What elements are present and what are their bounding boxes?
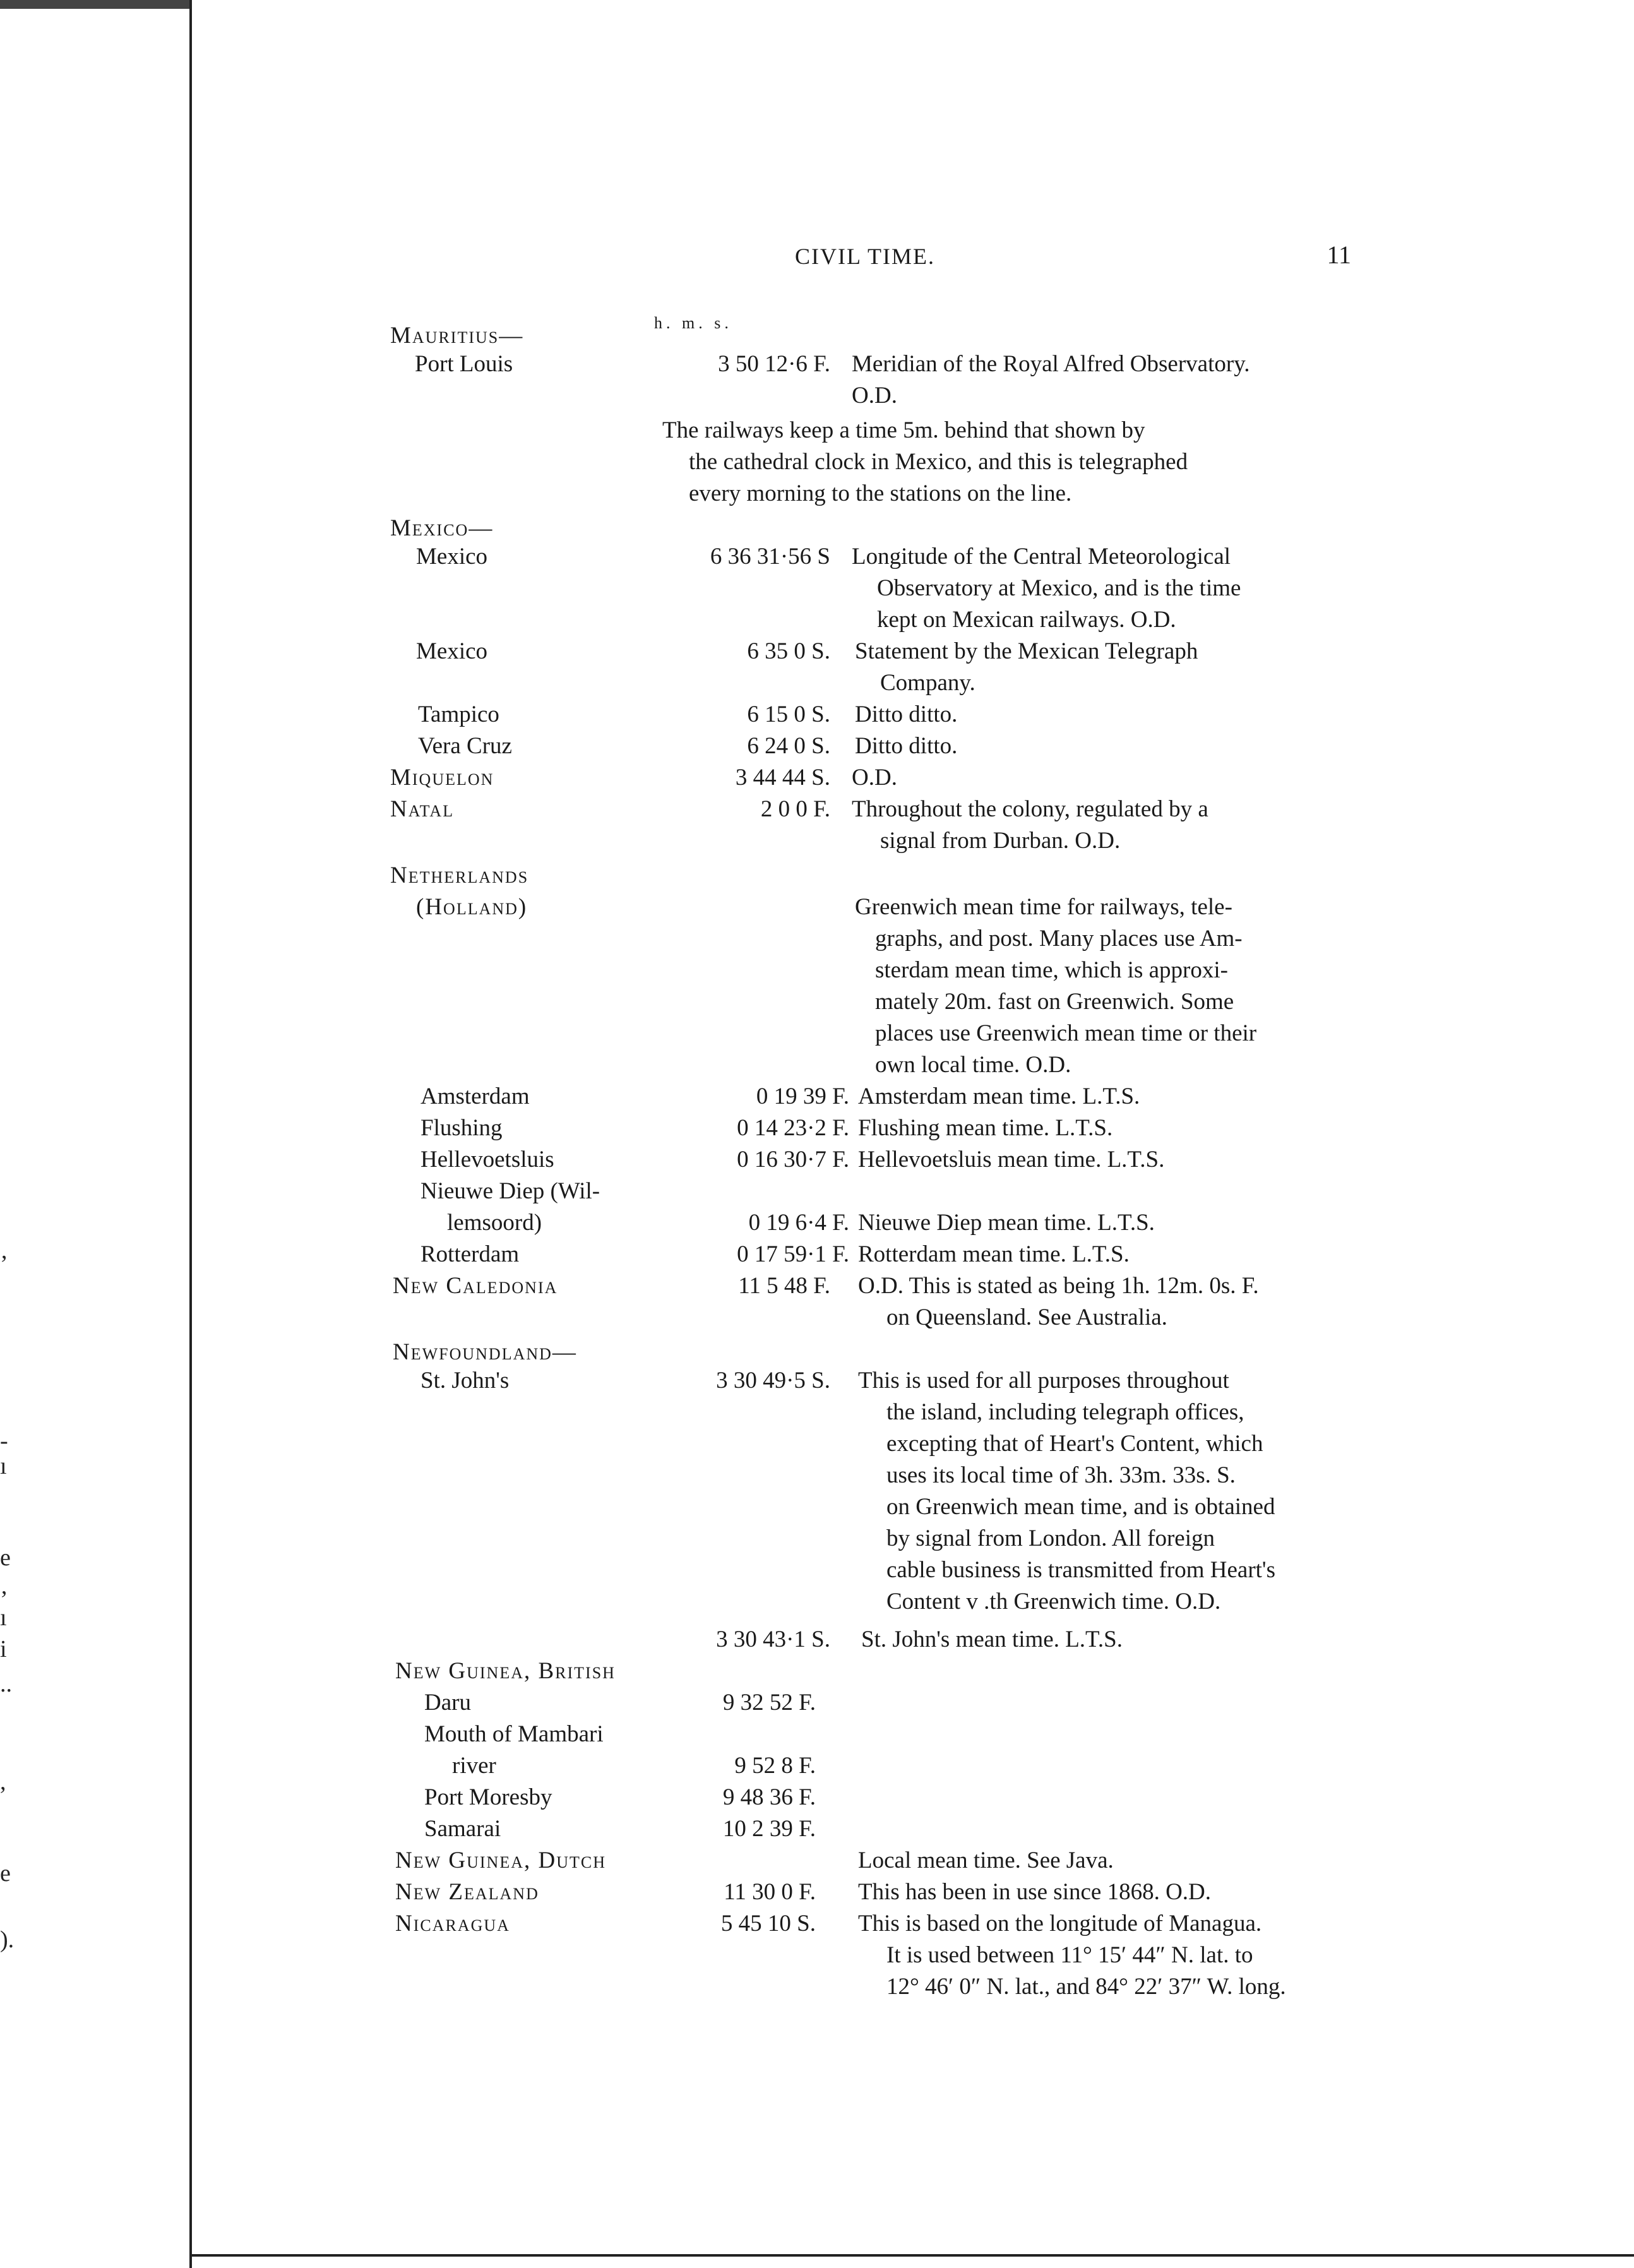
description-line: O.D. This is stated as being 1h. 12m. 0s. F.: [858, 1273, 1259, 1299]
place-name: St. John's: [420, 1368, 510, 1394]
place-name: Nieuwe Diep (Wil-: [420, 1178, 600, 1204]
place-name: Netherlands: [390, 862, 529, 888]
running-title: CIVIL TIME.: [795, 244, 935, 269]
place-name: Nicaragua: [395, 1911, 510, 1937]
place-name: river: [452, 1753, 496, 1779]
time-value: 6 15 0 S.: [747, 701, 830, 727]
place-name: (Holland): [416, 894, 528, 920]
time-value: 0 19 39 F.: [756, 1083, 849, 1109]
description-line: Ditto ditto.: [855, 733, 958, 759]
description-line: signal from Durban. O.D.: [880, 828, 1121, 854]
description-line: Rotterdam mean time. L.T.S.: [858, 1241, 1130, 1267]
place-name: Tampico: [418, 701, 499, 727]
bleed-glyph: ).: [0, 1926, 15, 1953]
description-line: It is used between 11° 15′ 44″ N. lat. to: [886, 1942, 1253, 1968]
description-line: Meridian of the Royal Alfred Observatory.: [852, 351, 1250, 377]
description-line: Content v .th Greenwich time. O.D.: [886, 1589, 1221, 1614]
description-line: Hellevoetsluis mean time. L.T.S.: [858, 1147, 1165, 1173]
gutter-top-mark: [0, 0, 189, 9]
description-line: kept on Mexican railways. O.D.: [877, 607, 1176, 633]
place-name: New Zealand: [395, 1879, 539, 1905]
description-line: sterdam mean time, which is approxi-: [875, 957, 1228, 983]
description-line: own local time. O.D.: [875, 1052, 1071, 1078]
place-name: Flushing: [420, 1115, 503, 1141]
place-name: lemsoord): [447, 1210, 542, 1236]
description-line: the island, including telegraph offices,: [886, 1399, 1244, 1425]
description-line: This has been in use since 1868. O.D.: [858, 1879, 1212, 1905]
description-line: by signal from London. All foreign: [886, 1525, 1215, 1551]
place-name: Newfoundland—: [393, 1339, 577, 1365]
description-line: Amsterdam mean time. L.T.S.: [858, 1083, 1140, 1109]
description-line: This is used for all purposes throughout: [858, 1368, 1229, 1394]
description-line: on Greenwich mean time, and is obtained: [886, 1494, 1275, 1520]
time-value: 5 45 10 S.: [720, 1911, 816, 1937]
time-value: 9 32 52 F.: [722, 1690, 816, 1716]
bleed-glyph: ..: [0, 1671, 12, 1697]
time-value: 3 30 43·1 S.: [716, 1626, 830, 1652]
time-value: 0 16 30·7 F.: [737, 1147, 849, 1173]
place-name: Hellevoetsluis: [420, 1147, 554, 1173]
description-line: cable business is transmitted from Heart's: [886, 1557, 1275, 1583]
bleed-glyph: ,: [0, 1769, 6, 1795]
bleed-glyph: ’: [0, 1251, 8, 1277]
time-value: 9 52 8 F.: [734, 1753, 816, 1779]
description-line: every morning to the stations on the line.: [689, 480, 1072, 506]
place-name: Port Louis: [415, 351, 513, 377]
left-gutter: [0, 0, 189, 2268]
bleed-glyph: e: [0, 1544, 11, 1571]
description-line: excepting that of Heart's Content, which: [886, 1431, 1263, 1457]
place-name: Rotterdam: [420, 1241, 520, 1267]
bleed-glyph: ‚: [0, 1573, 8, 1599]
time-value: 3 30 49·5 S.: [716, 1368, 830, 1394]
place-name: Samarai: [424, 1816, 501, 1842]
place-name: Amsterdam: [420, 1083, 530, 1109]
time-value: 11 5 48 F.: [738, 1273, 830, 1299]
time-value: 9 48 36 F.: [722, 1784, 816, 1810]
place-name: Natal: [390, 796, 455, 822]
description-line: Nieuwe Diep mean time. L.T.S.: [858, 1210, 1155, 1236]
place-name: Miquelon: [390, 765, 494, 791]
time-value: 3 50 12·6 F.: [718, 351, 830, 377]
place-name: New Guinea, British: [395, 1658, 616, 1684]
description-line: uses its local time of 3h. 33m. 33s. S.: [886, 1462, 1236, 1488]
place-name: Mouth of Mambari: [424, 1721, 604, 1747]
page: [192, 0, 1634, 2268]
time-value: 6 24 0 S.: [747, 733, 830, 759]
description-line: St. John's mean time. L.T.S.: [861, 1626, 1123, 1652]
description-line: This is based on the longitude of Managua.: [858, 1911, 1262, 1937]
description-line: places use Greenwich mean time or their: [875, 1020, 1257, 1046]
description-line: Local mean time. See Java.: [858, 1847, 1114, 1873]
description-line: O.D.: [852, 765, 897, 791]
place-name: Vera Cruz: [418, 733, 512, 759]
description-line: the cathedral clock in Mexico, and this is telegraphed: [689, 449, 1188, 475]
place-name: New Caledonia: [393, 1273, 558, 1299]
place-name: Mexico—: [390, 515, 494, 541]
place-name: Port Moresby: [424, 1784, 552, 1810]
place-name: Mauritius—: [390, 323, 524, 349]
description-line: on Queensland. See Australia.: [886, 1304, 1167, 1330]
description-line: Observatory at Mexico, and is the time: [877, 575, 1241, 601]
bleed-glyph: ı: [0, 1453, 7, 1479]
description-line: Throughout the colony, regulated by a: [852, 796, 1208, 822]
time-value: 6 35 0 S.: [747, 638, 830, 664]
description-line: 12° 46′ 0″ N. lat., and 84° 22′ 37″ W. long.: [886, 1974, 1286, 2000]
page-number: 11: [1327, 241, 1351, 269]
place-name: Daru: [424, 1690, 471, 1716]
time-value: 0 17 59·1 F.: [737, 1241, 849, 1267]
description-line: Statement by the Mexican Telegraph: [855, 638, 1198, 664]
time-value: 10 2 39 F.: [722, 1816, 816, 1842]
time-value: 0 14 23·2 F.: [737, 1115, 849, 1141]
description-line: graphs, and post. Many places use Am-: [875, 926, 1243, 952]
description-line: The railways keep a time 5m. behind that shown by: [662, 417, 1145, 443]
place-name: Mexico: [416, 638, 488, 664]
description-line: Greenwich mean time for railways, tele-: [855, 894, 1232, 920]
place-name: Mexico: [416, 544, 488, 570]
time-value: 2 0 0 F.: [760, 796, 830, 822]
description-line: Ditto ditto.: [855, 701, 958, 727]
description-line: Flushing mean time. L.T.S.: [858, 1115, 1113, 1141]
bleed-glyph: e: [0, 1860, 11, 1887]
bleed-glyph: ı: [0, 1604, 7, 1631]
description-line: Longitude of the Central Meteorological: [852, 544, 1231, 570]
place-name: New Guinea, Dutch: [395, 1847, 606, 1873]
time-value: 6 36 31·56 S: [710, 544, 830, 570]
time-value: 3 44 44 S.: [735, 765, 830, 791]
time-value: 11 30 0 F.: [724, 1879, 816, 1905]
description-line: Company.: [880, 670, 975, 696]
time-value: 0 19 6·4 F.: [748, 1210, 849, 1236]
description-line: O.D.: [852, 383, 897, 409]
units-header: h. m. s.: [654, 314, 732, 332]
bleed-glyph: -: [0, 1428, 8, 1454]
bleed-glyph: i: [0, 1636, 7, 1662]
description-line: mately 20m. fast on Greenwich. Some: [875, 989, 1234, 1015]
